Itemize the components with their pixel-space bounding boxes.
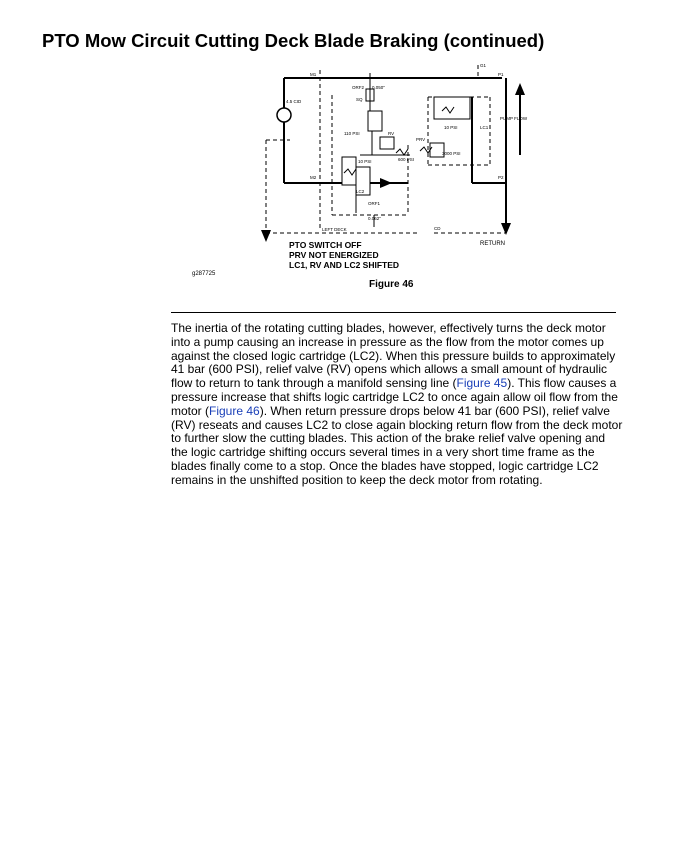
pump-flow-label: PUMP FLOW xyxy=(500,116,528,121)
body-text-part: ). When return pressure drops below 41 bar (600 PSI), relief valve (RV) reseats and causes LC2 to close again blocking return flow from the deck motor to further slow the cutting blades. This action of the brake relief valve opening and the logic cartridge shifting occurs several times in a very short time frame as the blades finally come to a stop. Once the blades have stopped, logic cartridge LC2 remains in the unshifted position to keep the deck motor from rotating. xyxy=(171,403,623,487)
cd-label: CD xyxy=(434,226,441,231)
lc1-label: LC1 xyxy=(480,125,489,130)
divider xyxy=(171,312,616,313)
page-title: PTO Mow Circuit Cutting Deck Blade Braking (continued) xyxy=(42,30,545,51)
p2-label: P2 xyxy=(498,175,504,180)
left-deck-label: LEFT DECK xyxy=(322,227,347,232)
body-paragraph xyxy=(171,322,623,488)
psi3000-label: 3000 PSI xyxy=(442,151,461,156)
orf1-label: ORF1 xyxy=(368,201,381,206)
psi600-label: 600 PSI xyxy=(398,157,415,162)
psi10b-label: 10 PSI xyxy=(444,125,458,130)
figure-id: g287725 xyxy=(192,271,216,277)
psi110-label: 110 PSI xyxy=(344,131,360,136)
orf2-size-label: 0.050" xyxy=(372,85,385,90)
sq-label: SQ xyxy=(356,97,363,102)
m1-label: M1 xyxy=(310,72,317,77)
figure-45-link[interactable]: Figure 45 xyxy=(456,376,508,391)
m2-label: M2 xyxy=(310,175,317,180)
orf1-size-label: 0.062" xyxy=(368,216,381,221)
body-text-part: ). This flow causes a pressure increase that shifts logic cartridge LC2 to once again allow oil flow from the motor ( xyxy=(171,376,618,418)
orf2-label: ORF2 xyxy=(352,85,365,90)
p1-label: P1 xyxy=(498,72,504,77)
status-line: LC1, RV AND LC2 SHIFTED xyxy=(289,260,400,270)
figure-status-text xyxy=(289,240,399,270)
rv-label: RV xyxy=(388,131,395,136)
lc2-label: LC2 xyxy=(356,189,365,194)
prv-label: PRV xyxy=(416,137,426,142)
return-label: RETURN xyxy=(480,241,505,247)
status-line: PRV NOT ENERGIZED xyxy=(289,250,379,260)
g1-label: G1 xyxy=(480,63,487,68)
displacement-label: 4.5 CID xyxy=(286,99,302,104)
status-line: PTO SWITCH OFF xyxy=(289,240,362,250)
body-text-part: The inertia of the rotating cutting blades, however, effectively turns the deck motor into a pump causing an increase in pressure as the flow from the motor comes up against the closed logic cartridge (LC2). When this pressure builds to approximately 41 bar (600 PSI), relief valve (RV) opens which allows a small amount of hydraulic flow to return to tank through a manifold sensing line ( xyxy=(171,321,616,391)
figure-46-link[interactable]: Figure 46 xyxy=(209,403,260,418)
psi10a-label: 10 PSI xyxy=(358,159,372,164)
figure-caption: Figure 46 xyxy=(369,279,414,290)
